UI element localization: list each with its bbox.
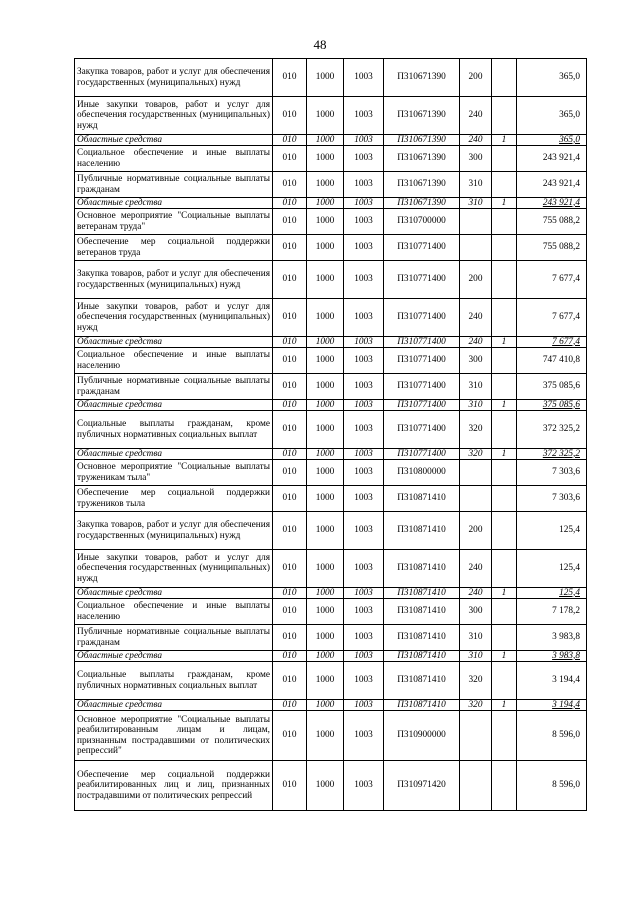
table-row bbox=[75, 261, 587, 299]
subsection-code-cell: 1003 bbox=[344, 374, 384, 400]
subsection-code-cell: 1003 bbox=[344, 146, 384, 172]
funding-source-cell: 1 bbox=[492, 588, 517, 599]
table-row bbox=[75, 512, 587, 550]
section-code-cell: 1000 bbox=[307, 588, 344, 599]
amount-cell: 125,4 bbox=[517, 550, 587, 588]
ministry-code-cell: 010 bbox=[273, 625, 307, 651]
item-name-cell: Социальное обеспечение и иные выплаты населению bbox=[75, 599, 273, 625]
subsection-code-cell: 1003 bbox=[344, 348, 384, 374]
subsection-code-cell: 1003 bbox=[344, 460, 384, 486]
item-name-cell: Иные закупки товаров, работ и услуг для обеспечения государственных (муниципальных) нужд bbox=[75, 550, 273, 588]
expense-type-cell: 240 bbox=[460, 299, 492, 337]
item-name-cell: Социальное обеспечение и иные выплаты населению bbox=[75, 348, 273, 374]
subsection-code-cell: 1003 bbox=[344, 400, 384, 411]
table-row bbox=[75, 59, 587, 97]
target-article-cell: П310700000 bbox=[384, 209, 460, 235]
item-name-cell: Областные средства bbox=[75, 700, 273, 711]
target-article-cell: П310771400 bbox=[384, 348, 460, 374]
expense-type-cell: 300 bbox=[460, 146, 492, 172]
subsection-code-cell: 1003 bbox=[344, 261, 384, 299]
section-code-cell: 1000 bbox=[307, 651, 344, 662]
amount-cell: 747 410,8 bbox=[517, 348, 587, 374]
expense-type-cell: 300 bbox=[460, 599, 492, 625]
funding-source-cell bbox=[492, 662, 517, 700]
table-row bbox=[75, 550, 587, 588]
budget-table bbox=[74, 58, 587, 811]
item-name-cell: Социальные выплаты гражданам, кроме публичных нормативных социальных выплат bbox=[75, 411, 273, 449]
section-code-cell: 1000 bbox=[307, 172, 344, 198]
table-row bbox=[75, 374, 587, 400]
section-code-cell: 1000 bbox=[307, 599, 344, 625]
expense-type-cell: 240 bbox=[460, 135, 492, 146]
subsection-code-cell: 1003 bbox=[344, 337, 384, 348]
target-article-cell: П310671390 bbox=[384, 198, 460, 209]
ministry-code-cell: 010 bbox=[273, 449, 307, 460]
target-article-cell: П310771400 bbox=[384, 337, 460, 348]
subsection-code-cell: 1003 bbox=[344, 588, 384, 599]
ministry-code-cell: 010 bbox=[273, 172, 307, 198]
target-article-cell: П310871410 bbox=[384, 700, 460, 711]
item-name-cell: Областные средства bbox=[75, 449, 273, 460]
target-article-cell: П310871410 bbox=[384, 651, 460, 662]
section-code-cell: 1000 bbox=[307, 662, 344, 700]
section-code-cell: 1000 bbox=[307, 411, 344, 449]
expense-type-cell: 240 bbox=[460, 550, 492, 588]
target-article-cell: П310771400 bbox=[384, 299, 460, 337]
expense-type-cell: 200 bbox=[460, 59, 492, 97]
section-code-cell: 1000 bbox=[307, 711, 344, 761]
table-row bbox=[75, 460, 587, 486]
section-code-cell: 1000 bbox=[307, 761, 344, 811]
funding-source-cell bbox=[492, 299, 517, 337]
funding-source-cell bbox=[492, 374, 517, 400]
target-article-cell: П310671390 bbox=[384, 59, 460, 97]
amount-cell: 125,4 bbox=[517, 512, 587, 550]
item-name-cell: Социальные выплаты гражданам, кроме публичных нормативных социальных выплат bbox=[75, 662, 273, 700]
funding-source-cell: 1 bbox=[492, 400, 517, 411]
amount-cell: 375 085,6 bbox=[517, 374, 587, 400]
ministry-code-cell: 010 bbox=[273, 59, 307, 97]
funding-source-cell bbox=[492, 209, 517, 235]
target-article-cell: П310971420 bbox=[384, 761, 460, 811]
ministry-code-cell: 010 bbox=[273, 550, 307, 588]
item-name-cell: Публичные нормативные социальные выплаты гражданам bbox=[75, 374, 273, 400]
target-article-cell: П310771400 bbox=[384, 411, 460, 449]
amount-cell: 7 178,2 bbox=[517, 599, 587, 625]
section-code-cell: 1000 bbox=[307, 209, 344, 235]
regional-funds-row bbox=[75, 135, 587, 146]
subsection-code-cell: 1003 bbox=[344, 411, 384, 449]
target-article-cell: П310671390 bbox=[384, 146, 460, 172]
subsection-code-cell: 1003 bbox=[344, 59, 384, 97]
funding-source-cell bbox=[492, 625, 517, 651]
ministry-code-cell: 010 bbox=[273, 486, 307, 512]
regional-funds-row bbox=[75, 337, 587, 348]
item-name-cell: Закупка товаров, работ и услуг для обеспечения государственных (муниципальных) нужд bbox=[75, 261, 273, 299]
amount-cell: 7 303,6 bbox=[517, 460, 587, 486]
budget-table-body bbox=[75, 59, 587, 811]
ministry-code-cell: 010 bbox=[273, 235, 307, 261]
table-row bbox=[75, 172, 587, 198]
item-name-cell: Обеспечение мер социальной поддержки тружеников тыла bbox=[75, 486, 273, 512]
funding-source-cell bbox=[492, 460, 517, 486]
amount-cell: 372 325,2 bbox=[517, 449, 587, 460]
expense-type-cell bbox=[460, 486, 492, 512]
table-row bbox=[75, 209, 587, 235]
funding-source-cell bbox=[492, 411, 517, 449]
ministry-code-cell: 010 bbox=[273, 198, 307, 209]
section-code-cell: 1000 bbox=[307, 550, 344, 588]
regional-funds-row bbox=[75, 588, 587, 599]
target-article-cell: П310771400 bbox=[384, 374, 460, 400]
table-row bbox=[75, 599, 587, 625]
subsection-code-cell: 1003 bbox=[344, 625, 384, 651]
table-row bbox=[75, 486, 587, 512]
expense-type-cell: 310 bbox=[460, 198, 492, 209]
subsection-code-cell: 1003 bbox=[344, 97, 384, 135]
table-row bbox=[75, 146, 587, 172]
amount-cell: 755 088,2 bbox=[517, 235, 587, 261]
ministry-code-cell: 010 bbox=[273, 411, 307, 449]
ministry-code-cell: 010 bbox=[273, 348, 307, 374]
item-name-cell: Публичные нормативные социальные выплаты гражданам bbox=[75, 625, 273, 651]
subsection-code-cell: 1003 bbox=[344, 700, 384, 711]
ministry-code-cell: 010 bbox=[273, 460, 307, 486]
item-name-cell: Основное мероприятие "Социальные выплаты ветеранам труда" bbox=[75, 209, 273, 235]
expense-type-cell: 310 bbox=[460, 374, 492, 400]
ministry-code-cell: 010 bbox=[273, 651, 307, 662]
funding-source-cell: 1 bbox=[492, 700, 517, 711]
table-row bbox=[75, 711, 587, 761]
expense-type-cell: 240 bbox=[460, 97, 492, 135]
item-name-cell: Обеспечение мер социальной поддержки ветеранов труда bbox=[75, 235, 273, 261]
section-code-cell: 1000 bbox=[307, 449, 344, 460]
ministry-code-cell: 010 bbox=[273, 512, 307, 550]
ministry-code-cell: 010 bbox=[273, 711, 307, 761]
table-row bbox=[75, 348, 587, 374]
amount-cell: 7 677,4 bbox=[517, 261, 587, 299]
amount-cell: 3 194,4 bbox=[517, 700, 587, 711]
page-number: 48 bbox=[313, 37, 327, 52]
target-article-cell: П310800000 bbox=[384, 460, 460, 486]
ministry-code-cell: 010 bbox=[273, 700, 307, 711]
subsection-code-cell: 1003 bbox=[344, 135, 384, 146]
target-article-cell: П310871410 bbox=[384, 486, 460, 512]
table-row bbox=[75, 761, 587, 811]
ministry-code-cell: 010 bbox=[273, 761, 307, 811]
target-article-cell: П310871410 bbox=[384, 599, 460, 625]
target-article-cell: П310671390 bbox=[384, 97, 460, 135]
section-code-cell: 1000 bbox=[307, 235, 344, 261]
section-code-cell: 1000 bbox=[307, 625, 344, 651]
section-code-cell: 1000 bbox=[307, 337, 344, 348]
expense-type-cell: 240 bbox=[460, 588, 492, 599]
item-name-cell: Обеспечение мер социальной поддержки реабилитированных лиц и лиц, признанных пострадавшими от политических репрессий bbox=[75, 761, 273, 811]
amount-cell: 3 194,4 bbox=[517, 662, 587, 700]
subsection-code-cell: 1003 bbox=[344, 209, 384, 235]
item-name-cell: Социальное обеспечение и иные выплаты населению bbox=[75, 146, 273, 172]
table-row bbox=[75, 97, 587, 135]
subsection-code-cell: 1003 bbox=[344, 651, 384, 662]
section-code-cell: 1000 bbox=[307, 135, 344, 146]
regional-funds-row bbox=[75, 700, 587, 711]
regional-funds-row bbox=[75, 400, 587, 411]
expense-type-cell: 240 bbox=[460, 337, 492, 348]
expense-type-cell: 300 bbox=[460, 348, 492, 374]
section-code-cell: 1000 bbox=[307, 299, 344, 337]
target-article-cell: П310671390 bbox=[384, 135, 460, 146]
ministry-code-cell: 010 bbox=[273, 662, 307, 700]
section-code-cell: 1000 bbox=[307, 374, 344, 400]
section-code-cell: 1000 bbox=[307, 261, 344, 299]
section-code-cell: 1000 bbox=[307, 400, 344, 411]
ministry-code-cell: 010 bbox=[273, 97, 307, 135]
subsection-code-cell: 1003 bbox=[344, 299, 384, 337]
funding-source-cell bbox=[492, 97, 517, 135]
target-article-cell: П310871410 bbox=[384, 588, 460, 599]
amount-cell: 375 085,6 bbox=[517, 400, 587, 411]
subsection-code-cell: 1003 bbox=[344, 172, 384, 198]
section-code-cell: 1000 bbox=[307, 700, 344, 711]
section-code-cell: 1000 bbox=[307, 486, 344, 512]
item-name-cell: Областные средства bbox=[75, 135, 273, 146]
ministry-code-cell: 010 bbox=[273, 261, 307, 299]
item-name-cell: Закупка товаров, работ и услуг для обеспечения государственных (муниципальных) нужд bbox=[75, 59, 273, 97]
subsection-code-cell: 1003 bbox=[344, 599, 384, 625]
amount-cell: 365,0 bbox=[517, 97, 587, 135]
target-article-cell: П310871410 bbox=[384, 512, 460, 550]
regional-funds-row bbox=[75, 651, 587, 662]
subsection-code-cell: 1003 bbox=[344, 198, 384, 209]
subsection-code-cell: 1003 bbox=[344, 711, 384, 761]
amount-cell: 243 921,4 bbox=[517, 198, 587, 209]
subsection-code-cell: 1003 bbox=[344, 449, 384, 460]
target-article-cell: П310771400 bbox=[384, 235, 460, 261]
regional-funds-row bbox=[75, 449, 587, 460]
section-code-cell: 1000 bbox=[307, 348, 344, 374]
amount-cell: 755 088,2 bbox=[517, 209, 587, 235]
ministry-code-cell: 010 bbox=[273, 374, 307, 400]
funding-source-cell bbox=[492, 711, 517, 761]
funding-source-cell bbox=[492, 550, 517, 588]
funding-source-cell: 1 bbox=[492, 135, 517, 146]
funding-source-cell: 1 bbox=[492, 198, 517, 209]
funding-source-cell bbox=[492, 348, 517, 374]
funding-source-cell bbox=[492, 261, 517, 299]
item-name-cell: Областные средства bbox=[75, 588, 273, 599]
expense-type-cell: 310 bbox=[460, 651, 492, 662]
expense-type-cell: 200 bbox=[460, 512, 492, 550]
expense-type-cell bbox=[460, 209, 492, 235]
target-article-cell: П310671390 bbox=[384, 172, 460, 198]
amount-cell: 365,0 bbox=[517, 59, 587, 97]
item-name-cell: Областные средства bbox=[75, 651, 273, 662]
subsection-code-cell: 1003 bbox=[344, 662, 384, 700]
subsection-code-cell: 1003 bbox=[344, 512, 384, 550]
item-name-cell: Публичные нормативные социальные выплаты гражданам bbox=[75, 172, 273, 198]
funding-source-cell bbox=[492, 172, 517, 198]
item-name-cell: Основное мероприятие "Социальные выплаты труженикам тыла" bbox=[75, 460, 273, 486]
amount-cell: 372 325,2 bbox=[517, 411, 587, 449]
funding-source-cell: 1 bbox=[492, 337, 517, 348]
table-row bbox=[75, 625, 587, 651]
amount-cell: 7 303,6 bbox=[517, 486, 587, 512]
expense-type-cell: 320 bbox=[460, 662, 492, 700]
section-code-cell: 1000 bbox=[307, 97, 344, 135]
item-name-cell: Областные средства bbox=[75, 337, 273, 348]
expense-type-cell: 310 bbox=[460, 400, 492, 411]
amount-cell: 125,4 bbox=[517, 588, 587, 599]
section-code-cell: 1000 bbox=[307, 198, 344, 209]
funding-source-cell: 1 bbox=[492, 449, 517, 460]
expense-type-cell: 310 bbox=[460, 625, 492, 651]
funding-source-cell bbox=[492, 59, 517, 97]
expense-type-cell: 320 bbox=[460, 411, 492, 449]
amount-cell: 365,0 bbox=[517, 135, 587, 146]
regional-funds-row bbox=[75, 198, 587, 209]
table-row bbox=[75, 411, 587, 449]
funding-source-cell bbox=[492, 599, 517, 625]
expense-type-cell: 320 bbox=[460, 700, 492, 711]
target-article-cell: П310771400 bbox=[384, 400, 460, 411]
item-name-cell: Иные закупки товаров, работ и услуг для обеспечения государственных (муниципальных) нужд bbox=[75, 97, 273, 135]
expense-type-cell bbox=[460, 235, 492, 261]
target-article-cell: П310900000 bbox=[384, 711, 460, 761]
item-name-cell: Областные средства bbox=[75, 400, 273, 411]
item-name-cell: Иные закупки товаров, работ и услуг для обеспечения государственных (муниципальных) нужд bbox=[75, 299, 273, 337]
expense-type-cell: 320 bbox=[460, 449, 492, 460]
section-code-cell: 1000 bbox=[307, 460, 344, 486]
ministry-code-cell: 010 bbox=[273, 400, 307, 411]
ministry-code-cell: 010 bbox=[273, 599, 307, 625]
ministry-code-cell: 010 bbox=[273, 588, 307, 599]
section-code-cell: 1000 bbox=[307, 512, 344, 550]
subsection-code-cell: 1003 bbox=[344, 550, 384, 588]
expense-type-cell bbox=[460, 460, 492, 486]
ministry-code-cell: 010 bbox=[273, 146, 307, 172]
target-article-cell: П310871410 bbox=[384, 625, 460, 651]
amount-cell: 8 596,0 bbox=[517, 711, 587, 761]
amount-cell: 3 983,8 bbox=[517, 651, 587, 662]
funding-source-cell bbox=[492, 512, 517, 550]
section-code-cell: 1000 bbox=[307, 146, 344, 172]
funding-source-cell: 1 bbox=[492, 651, 517, 662]
subsection-code-cell: 1003 bbox=[344, 235, 384, 261]
ministry-code-cell: 010 bbox=[273, 299, 307, 337]
expense-type-cell bbox=[460, 761, 492, 811]
funding-source-cell bbox=[492, 235, 517, 261]
target-article-cell: П310871410 bbox=[384, 662, 460, 700]
ministry-code-cell: 010 bbox=[273, 135, 307, 146]
table-row bbox=[75, 662, 587, 700]
ministry-code-cell: 010 bbox=[273, 337, 307, 348]
target-article-cell: П310771400 bbox=[384, 449, 460, 460]
item-name-cell: Областные средства bbox=[75, 198, 273, 209]
item-name-cell: Основное мероприятие "Социальные выплаты реабилитированным лицам и лицам, признанным пострадавшими от политических репрессий" bbox=[75, 711, 273, 761]
table-row bbox=[75, 299, 587, 337]
subsection-code-cell: 1003 bbox=[344, 486, 384, 512]
item-name-cell: Закупка товаров, работ и услуг для обеспечения государственных (муниципальных) нужд bbox=[75, 512, 273, 550]
amount-cell: 243 921,4 bbox=[517, 172, 587, 198]
table-row bbox=[75, 235, 587, 261]
section-code-cell: 1000 bbox=[307, 59, 344, 97]
target-article-cell: П310771400 bbox=[384, 261, 460, 299]
target-article-cell: П310871410 bbox=[384, 550, 460, 588]
funding-source-cell bbox=[492, 761, 517, 811]
expense-type-cell bbox=[460, 711, 492, 761]
ministry-code-cell: 010 bbox=[273, 209, 307, 235]
subsection-code-cell: 1003 bbox=[344, 761, 384, 811]
amount-cell: 243 921,4 bbox=[517, 146, 587, 172]
amount-cell: 3 983,8 bbox=[517, 625, 587, 651]
expense-type-cell: 200 bbox=[460, 261, 492, 299]
amount-cell: 7 677,4 bbox=[517, 337, 587, 348]
amount-cell: 8 596,0 bbox=[517, 761, 587, 811]
funding-source-cell bbox=[492, 146, 517, 172]
expense-type-cell: 310 bbox=[460, 172, 492, 198]
amount-cell: 7 677,4 bbox=[517, 299, 587, 337]
funding-source-cell bbox=[492, 486, 517, 512]
